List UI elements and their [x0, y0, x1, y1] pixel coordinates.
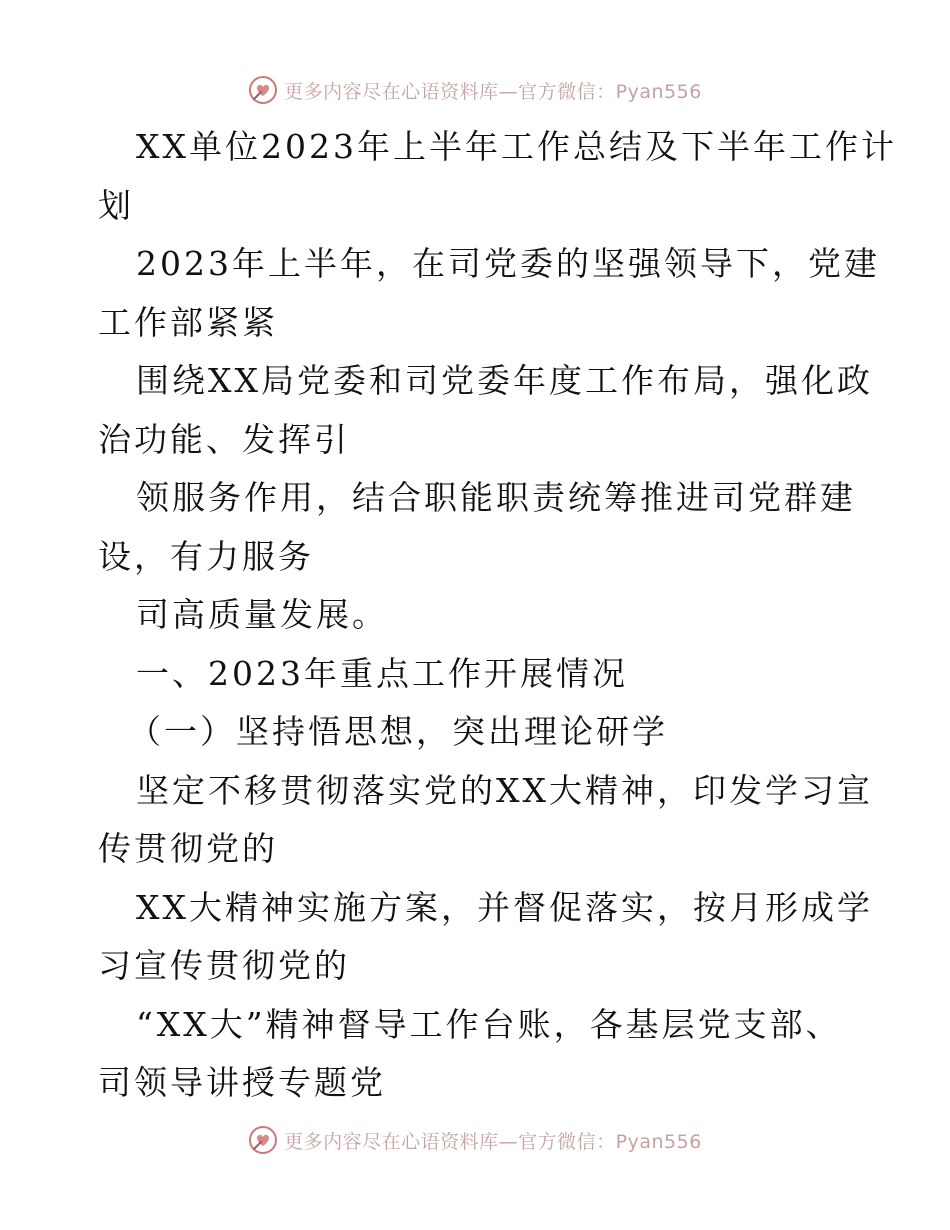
- heart-pen-logo-icon: [248, 75, 278, 105]
- watermark-text: 更多内容尽在心语资料库—官方微信：Pyan556: [284, 80, 702, 103]
- paragraph-line: 领服务作用，结合职能职责统筹推进司党群建: [136, 478, 856, 517]
- paragraph-line: 围绕XX局党委和司党委年度工作布局，强化政: [136, 361, 873, 400]
- paragraph-line: 坚定不移贯彻落实党的XX大精神，印发学习宣: [136, 770, 873, 810]
- section-heading: 一、2023年重点工作开展情况: [136, 653, 628, 693]
- paragraph-line: “XX大”精神督导工作台账，各基层党支部、: [136, 1004, 842, 1044]
- paragraph-line: 习宣传贯彻党的: [98, 946, 350, 985]
- paragraph-line: 设，有力服务: [98, 536, 314, 576]
- document-body: [98, 118, 897, 1113]
- paragraph-line: 司高质量发展。: [136, 595, 388, 634]
- doc-title-line-2: 划: [98, 185, 134, 225]
- paragraph-line: 治功能、发挥引: [98, 419, 350, 459]
- doc-title-line-1: XX单位2023年上半年工作总结及下半年工作计: [136, 127, 897, 166]
- paragraph-line: 工作部紧紧: [98, 302, 278, 342]
- paragraph-line: 司领导讲授专题党: [98, 1063, 386, 1102]
- heart-pen-logo-icon: [248, 1125, 278, 1155]
- paragraph-line: 2023年上半年，在司党委的坚强领导下，党建: [136, 244, 880, 283]
- footer-watermark: [0, 1124, 950, 1156]
- subsection-heading: （一）坚持悟思想，突出理论研学: [128, 712, 668, 751]
- paragraph-line: XX大精神实施方案，并督促落实，按月形成学: [136, 887, 873, 927]
- header-watermark: [0, 74, 950, 106]
- watermark-text: 更多内容尽在心语资料库—官方微信：Pyan556: [284, 1130, 702, 1153]
- paragraph-line: 传贯彻党的: [98, 829, 278, 868]
